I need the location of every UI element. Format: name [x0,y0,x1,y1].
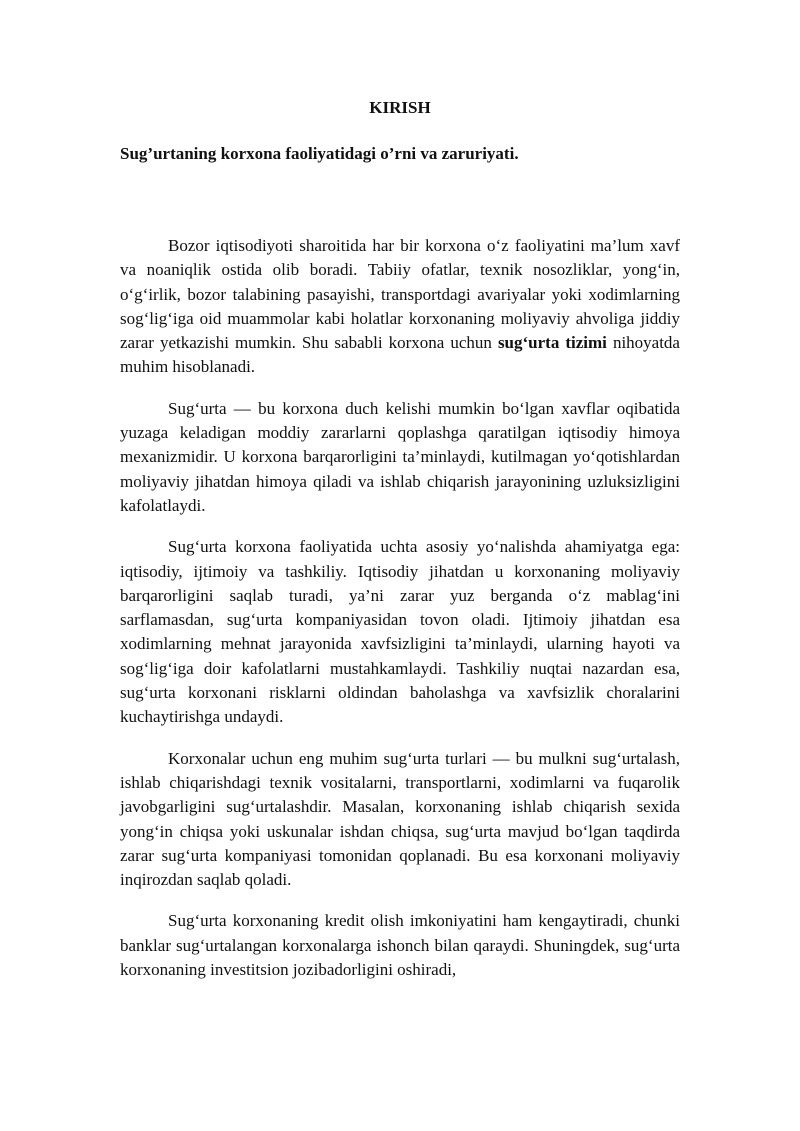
section-title: Sug’urtaning korxona faoliyatidagi o’rni va zaruriyati. [120,144,519,163]
paragraph-5: Sug‘urta korxonaning kredit olish imkoniyatini ham kengaytiradi, chunki banklar sug‘urtalangan korxonalarga ishonch bilan qaraydi. Shuningdek, sug‘urta korxonaning investitsion jozibadorligini oshiradi, [120,911,680,980]
paragraph-1-text-after: nihoyatda muhim hisoblanadi. [120,333,680,377]
document-page [120,96,680,999]
paragraph-2: Sug‘urta — bu korxona duch kelishi mumkin bo‘lgan xavflar oqibatida yuzaga keladigan moddiy zararlarni qoplashga qaratilgan iqtisodiy himoya mexanizmidir. U korxona barqarorligini ta’minlaydi, kutilmagan yo‘qotishlardan moliyaviy jihatdan himoya qiladi va ishlab chiqarish jarayonining uzluksizligini kafolatlaydi. [120,398,680,515]
paragraph-1 [120,234,680,380]
paragraph-4: Korxonalar uchun eng muhim sug‘urta turlari — bu mulkni sug‘urtalash, ishlab chiqarishdagi texnik vositalarni, transportlarni, xodimlarni va fuqarolik javobgarligini sug‘urtalashdir. Masalan, korxonaning ishlab chiqarish sexida yong‘in chiqsa yoki uskunalar ishdan chiqsa, sug‘urta mavjud bo‘lgan taqdirda zarar sug‘urta kompaniyasi tomonidan qoplanadi. Bu esa korxonani moliyaviy inqirozdan saqlab qoladi. [120,748,680,890]
paragraph-1-bold-term: sug‘urta tizimi [497,333,607,353]
paragraph-3: Sug‘urta korxona faoliyatida uchta asosiy yo‘nalishda ahamiyatga ega: iqtisodiy, ijtimoiy va tashkiliy. Iqtisodiy jihatdan u korxonaning moliyaviy barqarorligini saqlab turadi, ya’ni zarar yuz berganda o‘z mablag‘ini sarflamasdan, sug‘urta kompaniyasidan tovon oladi. Ijtimoiy jihatdan esa xodimlarning mehnat jarayonida xavfsizligini ta’minlaydi, ularning hayoti va sog‘lig‘iga doir kafolatlarni mustahkamlaydi. Tashkiliy nuqtai nazardan esa, sug‘urta korxonani risklarni oldindan baholashga va xavfsizlik choralarini kuchaytirishga undaydi. [120,537,680,727]
page-title: KIRISH [369,98,431,117]
paragraph-1-text-before: Bozor iqtisodiyoti sharoitida har bir korxona o‘z faoliyatini ma’lum xavf va noaniqlik ostida olib boradi. Tabiiy ofatlar, texnik nosozliklar, yong‘in, o‘g‘irlik, bozor talabining pasayishi, transportdagi avariyalar yoki xodimlarning sog‘lig‘iga oid muammolar kabi holatlar korxonaning moliyaviy ahvoliga jiddiy zarar yetkazishi mumkin. Shu sababli korxona uchun [120,236,680,353]
